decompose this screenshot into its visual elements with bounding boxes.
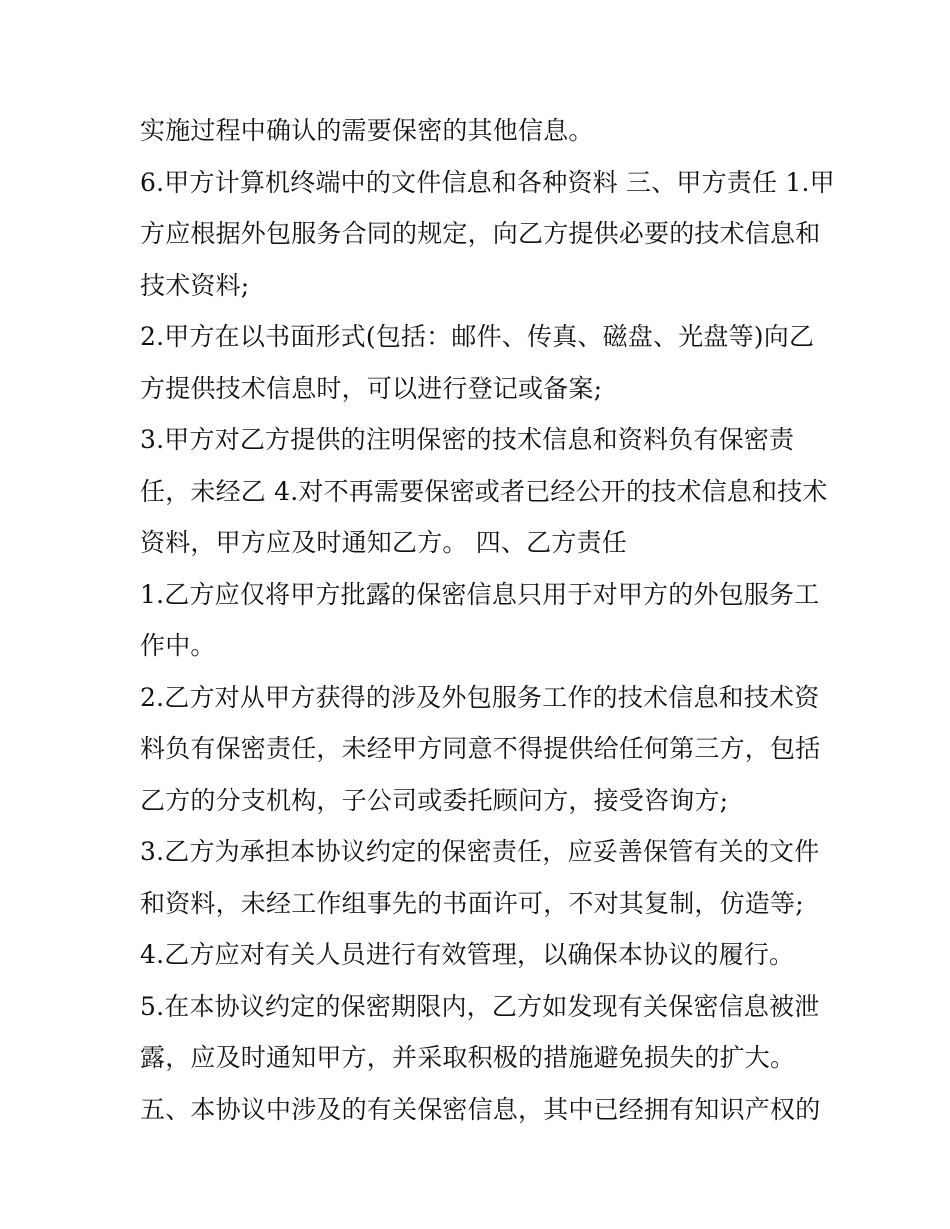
text-line: 5.在本协议约定的保密期限内，乙方如发现有关保密信息被泄 bbox=[140, 991, 820, 1021]
text-line: 作中。 bbox=[140, 631, 216, 660]
text-line: 2.乙方对从甲方获得的涉及外包服务工作的技术信息和技术资 bbox=[140, 682, 820, 712]
text-line: 1.乙方应仅将甲方批露的保密信息只用于对甲方的外包服务工 bbox=[140, 579, 820, 609]
text-line: 技术资料; bbox=[140, 270, 250, 300]
text-line: 2.甲方在以书面形式(包括：邮件、传真、磁盘、光盘等)向乙 bbox=[140, 322, 815, 351]
document-body bbox=[140, 105, 835, 1135]
text-line: 五、本协议中涉及的有关保密信息，其中已经拥有知识产权的 bbox=[140, 1094, 821, 1124]
text-line: 方应根据外包服务合同的规定，向乙方提供必要的技术信息和 bbox=[140, 219, 821, 248]
text-line: 露，应及时通知甲方，并采取积极的措施避免损失的扩大。 bbox=[140, 1043, 796, 1072]
text-line: 3.乙方为承担本协议约定的保密责任，应妥善保管有关的文件 bbox=[140, 837, 820, 866]
text-line: 资料，甲方应及时通知乙方。 四、乙方责任 bbox=[140, 528, 627, 557]
text-line: 4.乙方应对有关人员进行有效管理，以确保本协议的履行。 bbox=[140, 940, 795, 969]
text-line: 3.甲方对乙方提供的注明保密的技术信息和资料负有保密责 bbox=[140, 425, 795, 454]
text-line: 实施过程中确认的需要保密的其他信息。 bbox=[140, 116, 594, 145]
text-line: 料负有保密责任，未经甲方同意不得提供给任何第三方，包括 bbox=[140, 734, 821, 763]
text-line: 方提供技术信息时，可以进行登记或备案; bbox=[140, 373, 603, 403]
text-line: 任，未经乙 4.对不再需要保密或者已经公开的技术信息和技术 bbox=[140, 476, 828, 506]
text-line: 和资料，未经工作组事先的书面许可，不对其复制，仿造等; bbox=[140, 888, 804, 918]
text-line: 6.甲方计算机终端中的文件信息和各种资料 三、甲方责任 1.甲 bbox=[140, 167, 835, 197]
text-line: 乙方的分支机构，子公司或委托顾问方，接受咨询方; bbox=[140, 785, 729, 815]
